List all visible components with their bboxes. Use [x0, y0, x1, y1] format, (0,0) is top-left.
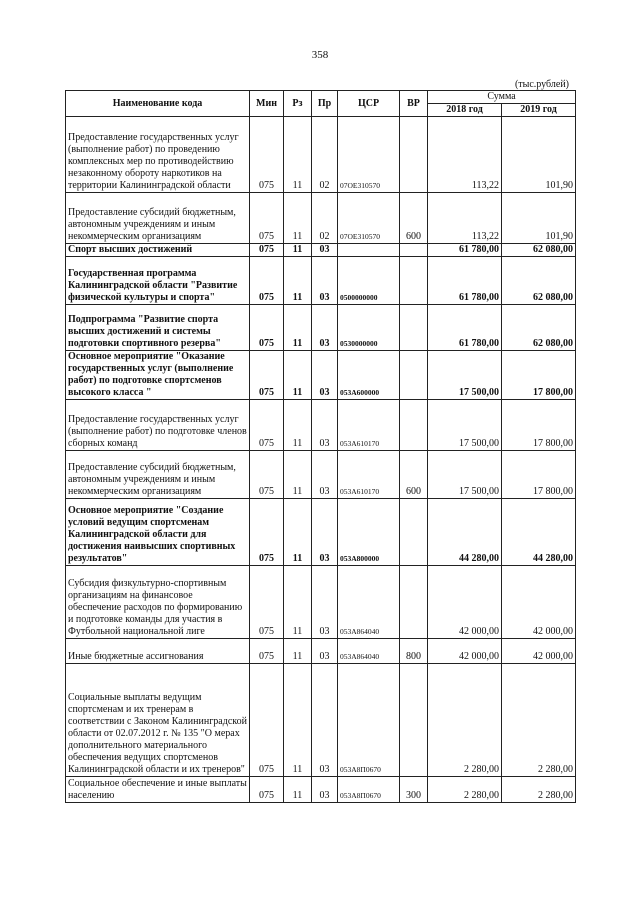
cell-pr: 03 — [312, 244, 338, 257]
row-name: Предоставление государственных услуг (выполнение работ) по проведению комплексных мер по противодействию незаконному обороту наркотиков на территории Калининградской области — [66, 117, 250, 193]
cell-min: 075 — [250, 451, 284, 499]
row-name: Основное мероприятие "Оказание государственных услуг (выполнение работ) по подготовке спортсменов высокого класса " — [66, 351, 250, 400]
cell-min: 075 — [250, 244, 284, 257]
cell-rz: 11 — [284, 305, 312, 351]
cell-rz: 11 — [284, 499, 312, 566]
cell-2018: 42 000,00 — [428, 566, 502, 639]
unit-note: (тыс.рублей) — [514, 79, 569, 90]
header-2019: 2019 год — [502, 104, 576, 117]
table-row — [66, 777, 576, 803]
cell-2018: 2 280,00 — [428, 777, 502, 803]
cell-2018: 44 280,00 — [428, 499, 502, 566]
cell-2019: 62 080,00 — [502, 257, 576, 305]
cell-vr — [400, 257, 428, 305]
cell-vr: 600 — [400, 193, 428, 244]
table-row — [66, 664, 576, 777]
cell-rz: 11 — [284, 400, 312, 451]
cell-csr: 053А8П0670 — [338, 777, 400, 803]
table-row — [66, 351, 576, 400]
cell-csr: 053А800000 — [338, 499, 400, 566]
cell-csr: 0500000000 — [338, 257, 400, 305]
row-name: Иные бюджетные ассигнования — [66, 639, 250, 664]
cell-pr: 03 — [312, 351, 338, 400]
cell-pr: 03 — [312, 499, 338, 566]
cell-2019: 2 280,00 — [502, 777, 576, 803]
cell-min: 075 — [250, 664, 284, 777]
cell-2019: 42 000,00 — [502, 566, 576, 639]
table-row — [66, 566, 576, 639]
cell-2019: 2 280,00 — [502, 664, 576, 777]
cell-csr: 07OE310570 — [338, 117, 400, 193]
cell-rz: 11 — [284, 664, 312, 777]
cell-2019: 62 080,00 — [502, 244, 576, 257]
row-name: Субсидия физкультурно-спортивным организациям на финансовое обеспечение расходов по формированию и подготовке команды для участия в Футбольной национальной лиге — [66, 566, 250, 639]
row-name: Подпрограмма "Развитие спорта высших достижений и системы подготовки спортивного резерва" — [66, 305, 250, 351]
cell-pr: 03 — [312, 777, 338, 803]
cell-csr — [338, 244, 400, 257]
row-name: Спорт высших достижений — [66, 244, 250, 257]
cell-rz: 11 — [284, 639, 312, 664]
header-rz: Рз — [284, 91, 312, 117]
cell-rz: 11 — [284, 117, 312, 193]
header-vr: ВР — [400, 91, 428, 117]
row-name: Предоставление субсидий бюджетным, автономным учреждениям и иным некоммерческим организациям — [66, 451, 250, 499]
cell-pr: 02 — [312, 193, 338, 244]
row-name: Социальное обеспечение и иные выплаты населению — [66, 777, 250, 803]
cell-pr: 02 — [312, 117, 338, 193]
cell-min: 075 — [250, 193, 284, 244]
cell-vr — [400, 400, 428, 451]
table-row — [66, 400, 576, 451]
cell-rz: 11 — [284, 451, 312, 499]
cell-csr: 053А610170 — [338, 451, 400, 499]
cell-pr: 03 — [312, 400, 338, 451]
cell-2019: 42 000,00 — [502, 639, 576, 664]
cell-2019: 101,90 — [502, 193, 576, 244]
cell-csr: 053А600000 — [338, 351, 400, 400]
cell-csr: 053А864040 — [338, 639, 400, 664]
cell-2018: 17 500,00 — [428, 351, 502, 400]
cell-csr: 053А610170 — [338, 400, 400, 451]
cell-2019: 101,90 — [502, 117, 576, 193]
cell-min: 075 — [250, 777, 284, 803]
row-name: Социальные выплаты ведущим спортсменам и их тренерам в соответствии с Законом Калининградской области от 02.07.2012 г. № 135 "О мерах дополнительного материального обеспечения ведущих спортсменов Калининградской области и их тренеров" — [66, 664, 250, 777]
table-row — [66, 305, 576, 351]
cell-vr — [400, 305, 428, 351]
cell-2018: 113,22 — [428, 193, 502, 244]
cell-min: 075 — [250, 499, 284, 566]
table-row — [66, 117, 576, 193]
cell-vr — [400, 244, 428, 257]
budget-table — [65, 90, 576, 803]
cell-2018: 113,22 — [428, 117, 502, 193]
cell-vr — [400, 566, 428, 639]
cell-2019: 17 800,00 — [502, 400, 576, 451]
cell-2019: 62 080,00 — [502, 305, 576, 351]
cell-2018: 42 000,00 — [428, 639, 502, 664]
row-name: Предоставление государственных услуг (выполнение работ) по подготовке членов сборных команд — [66, 400, 250, 451]
cell-pr: 03 — [312, 664, 338, 777]
cell-vr: 600 — [400, 451, 428, 499]
cell-pr: 03 — [312, 257, 338, 305]
cell-rz: 11 — [284, 351, 312, 400]
table-row — [66, 499, 576, 566]
header-sum: Сумма — [428, 91, 576, 104]
cell-2018: 61 780,00 — [428, 244, 502, 257]
table-row — [66, 257, 576, 305]
row-name: Предоставление субсидий бюджетным, автономным учреждениям и иным некоммерческим организациям — [66, 193, 250, 244]
cell-rz: 11 — [284, 257, 312, 305]
cell-rz: 11 — [284, 777, 312, 803]
cell-vr — [400, 499, 428, 566]
cell-2019: 17 800,00 — [502, 351, 576, 400]
cell-csr: 07OE310570 — [338, 193, 400, 244]
cell-2019: 17 800,00 — [502, 451, 576, 499]
cell-csr: 053А8П0670 — [338, 664, 400, 777]
table-row — [66, 244, 576, 257]
cell-rz: 11 — [284, 244, 312, 257]
table-row — [66, 451, 576, 499]
cell-vr — [400, 351, 428, 400]
cell-2019: 44 280,00 — [502, 499, 576, 566]
cell-vr — [400, 664, 428, 777]
cell-2018: 17 500,00 — [428, 400, 502, 451]
cell-min: 075 — [250, 351, 284, 400]
cell-min: 075 — [250, 639, 284, 664]
header-name: Наименование кода — [66, 91, 250, 117]
row-name: Государственная программа Калининградской области "Развитие физической культуры и спорта" — [66, 257, 250, 305]
header-pr: Пр — [312, 91, 338, 117]
cell-pr: 03 — [312, 639, 338, 664]
page-number: 358 — [311, 49, 329, 61]
cell-vr — [400, 117, 428, 193]
header-min: Мин — [250, 91, 284, 117]
cell-pr: 03 — [312, 451, 338, 499]
cell-min: 075 — [250, 400, 284, 451]
cell-pr: 03 — [312, 566, 338, 639]
cell-rz: 11 — [284, 566, 312, 639]
header-2018: 2018 год — [428, 104, 502, 117]
cell-2018: 61 780,00 — [428, 305, 502, 351]
table-row — [66, 193, 576, 244]
table-row — [66, 639, 576, 664]
cell-pr: 03 — [312, 305, 338, 351]
cell-2018: 61 780,00 — [428, 257, 502, 305]
cell-vr: 800 — [400, 639, 428, 664]
cell-min: 075 — [250, 257, 284, 305]
header-csr: ЦСР — [338, 91, 400, 117]
cell-csr: 053А864040 — [338, 566, 400, 639]
cell-min: 075 — [250, 566, 284, 639]
cell-2018: 17 500,00 — [428, 451, 502, 499]
cell-min: 075 — [250, 117, 284, 193]
cell-min: 075 — [250, 305, 284, 351]
cell-csr: 0530000000 — [338, 305, 400, 351]
row-name: Основное мероприятие "Создание условий ведущим спортсменам Калининградской области для достижения наивысших спортивных результатов" — [66, 499, 250, 566]
cell-vr: 300 — [400, 777, 428, 803]
cell-rz: 11 — [284, 193, 312, 244]
cell-2018: 2 280,00 — [428, 664, 502, 777]
